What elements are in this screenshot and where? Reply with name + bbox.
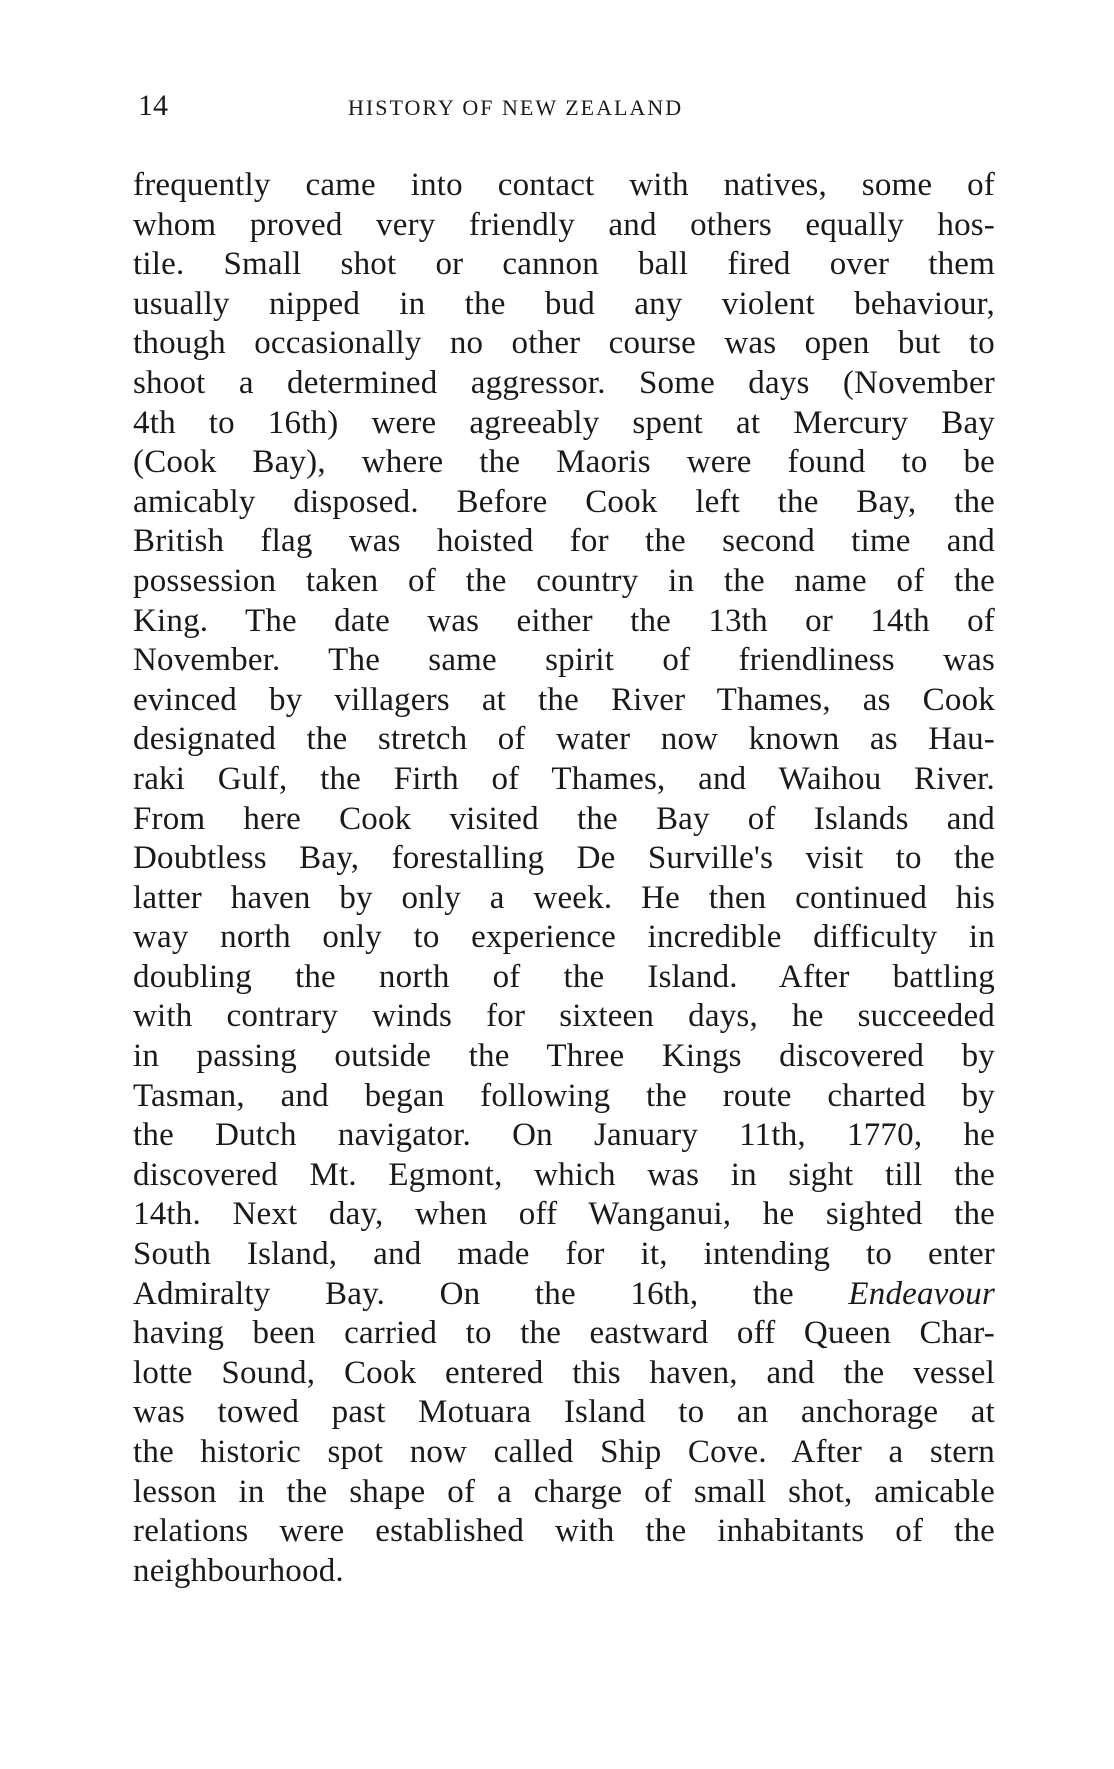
text-line: Tasman, and began following the route charted by (133, 1077, 995, 1114)
text-line: way north only to experience incredible difficulty in (133, 919, 995, 956)
text-line: discovered Mt. Egmont, which was in sight till the (133, 1156, 995, 1193)
text-line: was towed past Motuara Island to an anchorage at (133, 1394, 995, 1431)
text-line: raki Gulf, the Firth of Thames, and Waihou River. (133, 760, 995, 797)
page-header (138, 86, 990, 126)
text-line: having been carried to the eastward off Queen Char- (133, 1315, 995, 1352)
text-line: British flag was hoisted for the second time and (133, 523, 995, 560)
running-title: HISTORY OF NEW ZEALAND (348, 95, 684, 120)
text-line: lesson in the shape of a charge of small shot, amicable (133, 1473, 995, 1510)
text-line-with-italic (133, 1275, 995, 1315)
text-line: the Dutch navigator. On January 11th, 1770, he (133, 1117, 995, 1154)
text-line: South Island, and made for it, intending to enter (133, 1236, 995, 1273)
text-line: latter haven by only a week. He then continued his (133, 879, 995, 916)
text-line: lotte Sound, Cook entered this haven, and the vessel (133, 1354, 995, 1391)
text-segment: Admiralty Bay. On the 16th, the (133, 1275, 794, 1312)
text-line: frequently came into contact with natives, some of (133, 167, 995, 203)
text-line: shoot a determined aggressor. Some days (November (133, 364, 995, 401)
text-line: amicably disposed. Before Cook left the Bay, the (133, 483, 995, 520)
text-line: November. The same spirit of friendliness was (133, 642, 995, 679)
text-line: 14th. Next day, when off Wanganui, he sighted the (133, 1196, 995, 1233)
text-line: relations were established with the inhabitants of the (133, 1513, 995, 1550)
text-line: King. The date was either the 13th or 14th of (133, 602, 995, 639)
italic-ship-name: Endeavour (848, 1275, 995, 1312)
text-line: (Cook Bay), where the Maoris were found to be (133, 444, 995, 481)
text-line: Doubtless Bay, forestalling De Surville's visit to the (133, 840, 995, 877)
text-line: designated the stretch of water now known as Hau- (133, 721, 995, 758)
text-line-last: neighbourhood. (133, 1552, 344, 1589)
text-line: evinced by villagers at the River Thames, as Cook (133, 681, 995, 718)
text-line: From here Cook visited the Bay of Islands and (133, 800, 995, 837)
text-line: with contrary winds for sixteen days, he succeeded (133, 998, 995, 1035)
text-line: doubling the north of the Island. After battling (133, 958, 995, 995)
text-line: the historic spot now called Ship Cove. After a stern (133, 1434, 995, 1470)
page-number: 14 (138, 89, 168, 122)
text-line: though occasionally no other course was open but to (133, 325, 995, 362)
text-line: 4th to 16th) were agreeably spent at Mercury Bay (133, 404, 995, 441)
body-text (133, 166, 995, 1591)
text-line: usually nipped in the bud any violent behaviour, (133, 285, 995, 322)
text-line: tile. Small shot or cannon ball fired over them (133, 246, 995, 283)
text-line: in passing outside the Three Kings discovered by (133, 1038, 995, 1075)
text-line: whom proved very friendly and others equally hos- (133, 206, 995, 243)
text-line: possession taken of the country in the name of the (133, 562, 995, 599)
